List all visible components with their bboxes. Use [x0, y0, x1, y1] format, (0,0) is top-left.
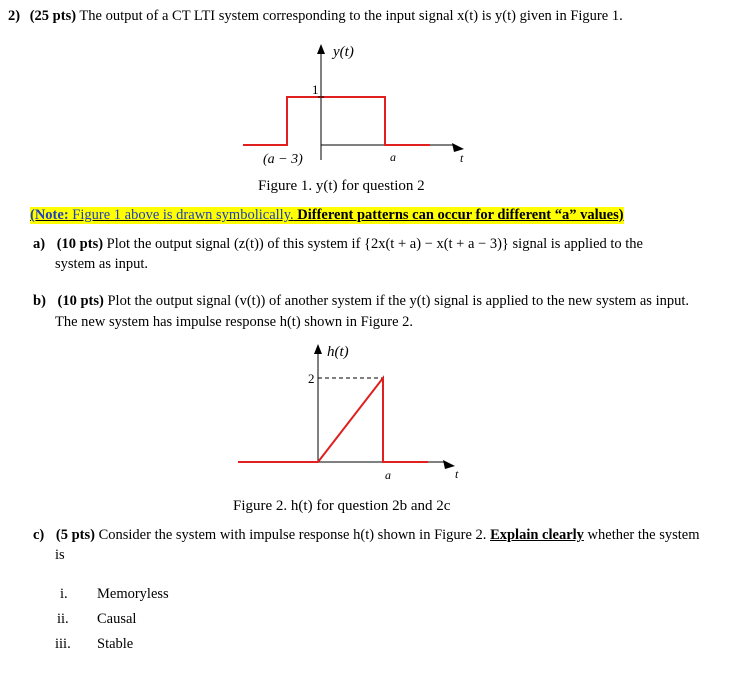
y-axis-label: h(t) — [327, 344, 349, 360]
question-text: The output of a CT LTI system corresponding to the input signal x(t) is y(t) given in Figure 1. — [79, 8, 623, 24]
symbolic-note — [30, 207, 624, 224]
list-item — [55, 636, 133, 653]
part-b-line2: The new system has impulse response h(t) shown in Figure 2. — [55, 314, 414, 330]
y-axis-label: y(t) — [333, 44, 354, 60]
note-prefix: (Note: — [30, 207, 69, 223]
part-c-text2: whether the system — [587, 527, 700, 543]
part-c-line1 — [33, 527, 700, 544]
part-a-text: Plot the output signal (z(t)) of this system if {2x(t + a) − x(t + a − 3)} signal is applied to the — [106, 236, 643, 252]
part-b-label: b) — [33, 293, 46, 309]
part-c-points: (5 pts) — [55, 527, 95, 543]
tick-label-a-minus-3: (a − 3) — [263, 152, 303, 167]
part-a-line1 — [33, 236, 643, 253]
part-c-label: c) — [33, 527, 45, 543]
signal-h — [238, 378, 428, 462]
list-item-number: ii. — [57, 611, 69, 627]
x-axis-arrow — [443, 460, 455, 469]
y-axis-arrow — [314, 344, 322, 354]
tick-label-2: 2 — [308, 371, 315, 386]
list-item — [60, 586, 169, 603]
question-points: (25 pts) — [29, 8, 77, 24]
note-bold: Different patterns can occur for different “a” values) — [293, 207, 624, 223]
y-axis-arrow — [317, 44, 325, 54]
list-item-number: iii. — [55, 636, 71, 652]
list-item-label: Causal — [97, 611, 137, 627]
part-a-points: (10 pts) — [56, 236, 104, 252]
part-c-line2: is — [55, 547, 65, 563]
list-item-label: Memoryless — [97, 586, 169, 602]
part-c-text1: Consider the system with impulse response h(t) shown in Figure 2. — [98, 527, 487, 543]
note-middle: Figure 1 above is drawn symbolically. — [68, 207, 294, 223]
list-item-label: Stable — [97, 636, 134, 652]
part-b-text: Plot the output signal (v(t)) of another system if the y(t) signal is applied to the new system as input. — [107, 293, 689, 309]
x-axis-label: t — [455, 467, 459, 481]
part-c-explain: Explain clearly — [490, 527, 584, 543]
figure-1-plot — [0, 0, 733, 200]
list-item-number: i. — [60, 586, 68, 602]
part-a-line2: system as input. — [55, 256, 149, 272]
part-b-line1 — [33, 293, 689, 310]
tick-label-a: a — [385, 468, 391, 482]
part-a-label: a) — [33, 236, 46, 252]
signal-y — [243, 97, 430, 145]
tick-label-1: 1 — [312, 82, 319, 97]
figure-1-caption: Figure 1. y(t) for question 2 — [258, 178, 425, 194]
list-item — [57, 611, 136, 628]
question-number: 2) — [8, 8, 21, 24]
part-b-points: (10 pts) — [57, 293, 104, 309]
tick-label-a: a — [390, 150, 396, 164]
x-axis-label: t — [460, 151, 464, 165]
figure-2-caption: Figure 2. h(t) for question 2b and 2c — [233, 498, 451, 514]
